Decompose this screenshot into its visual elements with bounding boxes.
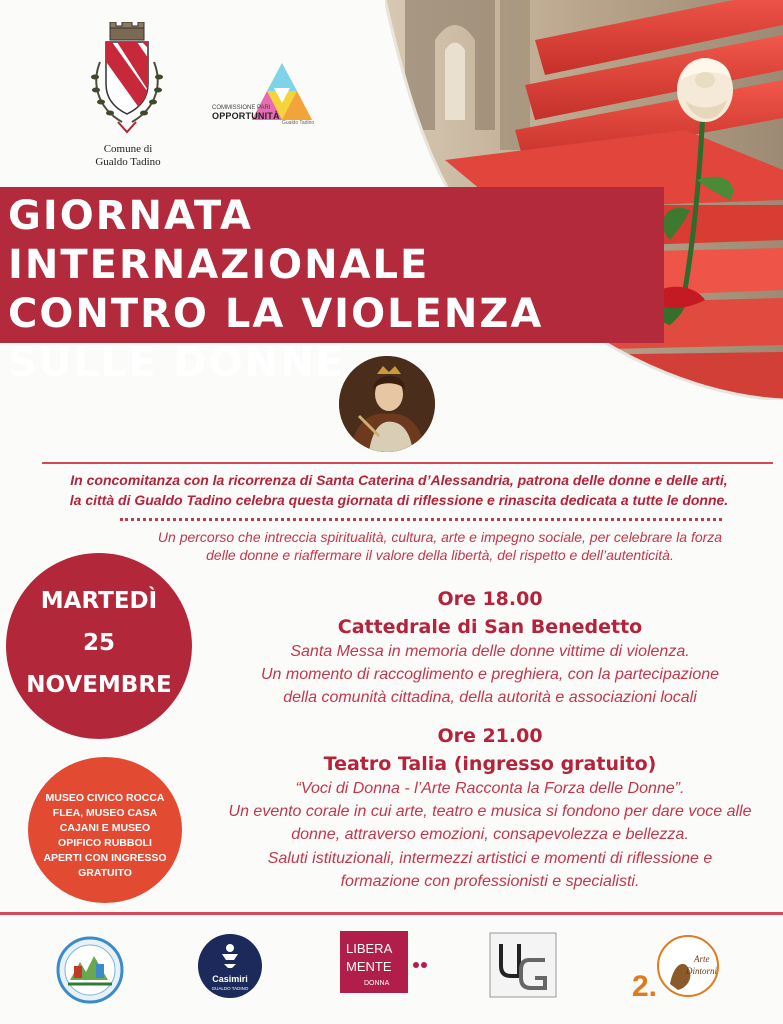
event2-line5: formazione con professionisti e specialisti. (340, 873, 640, 890)
intro-line2: la città di Gualdo Tadino celebra questa giornata di riflessione e rinascita dedicata a tutte le donne. (69, 492, 729, 508)
casimiri-logo-icon (196, 932, 264, 1000)
event1-place: Cattedrale di San Benedetto (337, 616, 643, 638)
arte-word1: Arte (694, 954, 710, 964)
date-weekday: MARTEDÌ (40, 588, 158, 614)
museum-line3: CAJANI E MUSEO (59, 822, 151, 834)
event2-line2: Un evento corale in cui arte, teatro e musica si fondono per dare voce alle (228, 803, 752, 820)
saint-catherine-image (339, 356, 435, 452)
date-month: NOVEMBRE (26, 672, 172, 698)
event2-line4: Saluti istituzionali, intermezzi artistici e momenti di riflessione e (267, 850, 713, 867)
footer-logo-liberamente (338, 929, 430, 1004)
intro-description (110, 528, 770, 564)
cpo-text-line2: OPPORTUNITÀ (212, 111, 280, 121)
museum-badge (28, 757, 182, 903)
museum-line5: APERTI CON INGRESSO (43, 852, 167, 864)
museum-line4: OPIFICO RUBBOLI (58, 837, 152, 849)
arte-number: 2. (632, 970, 658, 1003)
municipal-seal-icon (56, 936, 124, 1004)
comune-crest-logo (82, 22, 172, 142)
crest-caption-line2: Gualdo Tadino (95, 156, 161, 168)
cpo-text-line3: Gualdo Tadino (282, 120, 315, 126)
event1-time: Ore 18.00 (437, 588, 543, 610)
event2-time: Ore 21.00 (437, 725, 543, 747)
casimiri-sub: GUALDO TADINO (211, 986, 249, 991)
crest-icon (82, 22, 172, 142)
ug-logo-icon (489, 932, 557, 998)
intro-dotted-rule (120, 518, 722, 521)
footer-logo-casimiri (196, 932, 264, 1005)
cpo-text-line1: COMMISSIONE PARI (212, 105, 271, 111)
intro-text (20, 470, 778, 510)
event2-place: Teatro Talia (ingresso gratuito) (323, 753, 657, 775)
date-day: 25 (82, 630, 115, 656)
intro-top-rule (42, 462, 773, 464)
arte-dintorni-logo-icon (630, 932, 726, 1004)
museum-line1: MUSEO CIVICO ROCCA (45, 792, 165, 804)
title-line3: SULLE DONNE (8, 340, 345, 386)
footer-logo-seal (56, 936, 124, 1009)
museum-line6: GRATUITO (78, 867, 132, 879)
libera-line1: LIBERA (346, 941, 393, 956)
title-line1: GIORNATA INTERNAZIONALE (8, 193, 430, 288)
event2-line1: “Voci di Donna - l’Arte Racconta la Forza delle Donne”. (295, 780, 685, 797)
title-line2: CONTRO LA VIOLENZA (8, 291, 544, 337)
crest-caption (78, 143, 178, 169)
page-title (8, 192, 658, 388)
libera-line2: MENTE (346, 959, 392, 974)
casimiri-name: Casimiri (212, 974, 248, 984)
museum-line2: FLEA, MUSEO CASA (52, 807, 158, 819)
event1-line2: Un momento di raccoglimento e preghiera, con la partecipazione (260, 666, 720, 683)
crest-caption-line1: Comune di (103, 143, 153, 155)
liberamente-logo-icon (338, 929, 430, 999)
arte-word2: Dintorni (686, 966, 718, 976)
event2-line3: donne, attraverso emozioni, consapevolezza e bellezza. (291, 826, 689, 843)
event1-line3: della comunità cittadina, della autorità e associazioni locali (283, 689, 697, 706)
footer-logo-ug (489, 932, 557, 1003)
libera-line3: DONNA (364, 980, 390, 987)
footer-rule (0, 912, 783, 915)
desc-line1: Un percorso che intreccia spiritualità, cultura, arte e impegno sociale, per celebrare la forza (157, 529, 723, 545)
footer-logo-arte (630, 932, 726, 1009)
event1-line1: Santa Messa in memoria delle donne vittime di violenza. (290, 643, 690, 660)
desc-line2: delle donne e riaffermare il valore della libertà, del rispetto e dell’autenticità. (206, 547, 674, 563)
intro-line1: In concomitanza con la ricorrenza di Santa Caterina d’Alessandria, patrona delle donne e delle arti, (70, 472, 728, 488)
date-badge (6, 553, 192, 739)
saint-portrait (339, 356, 435, 452)
